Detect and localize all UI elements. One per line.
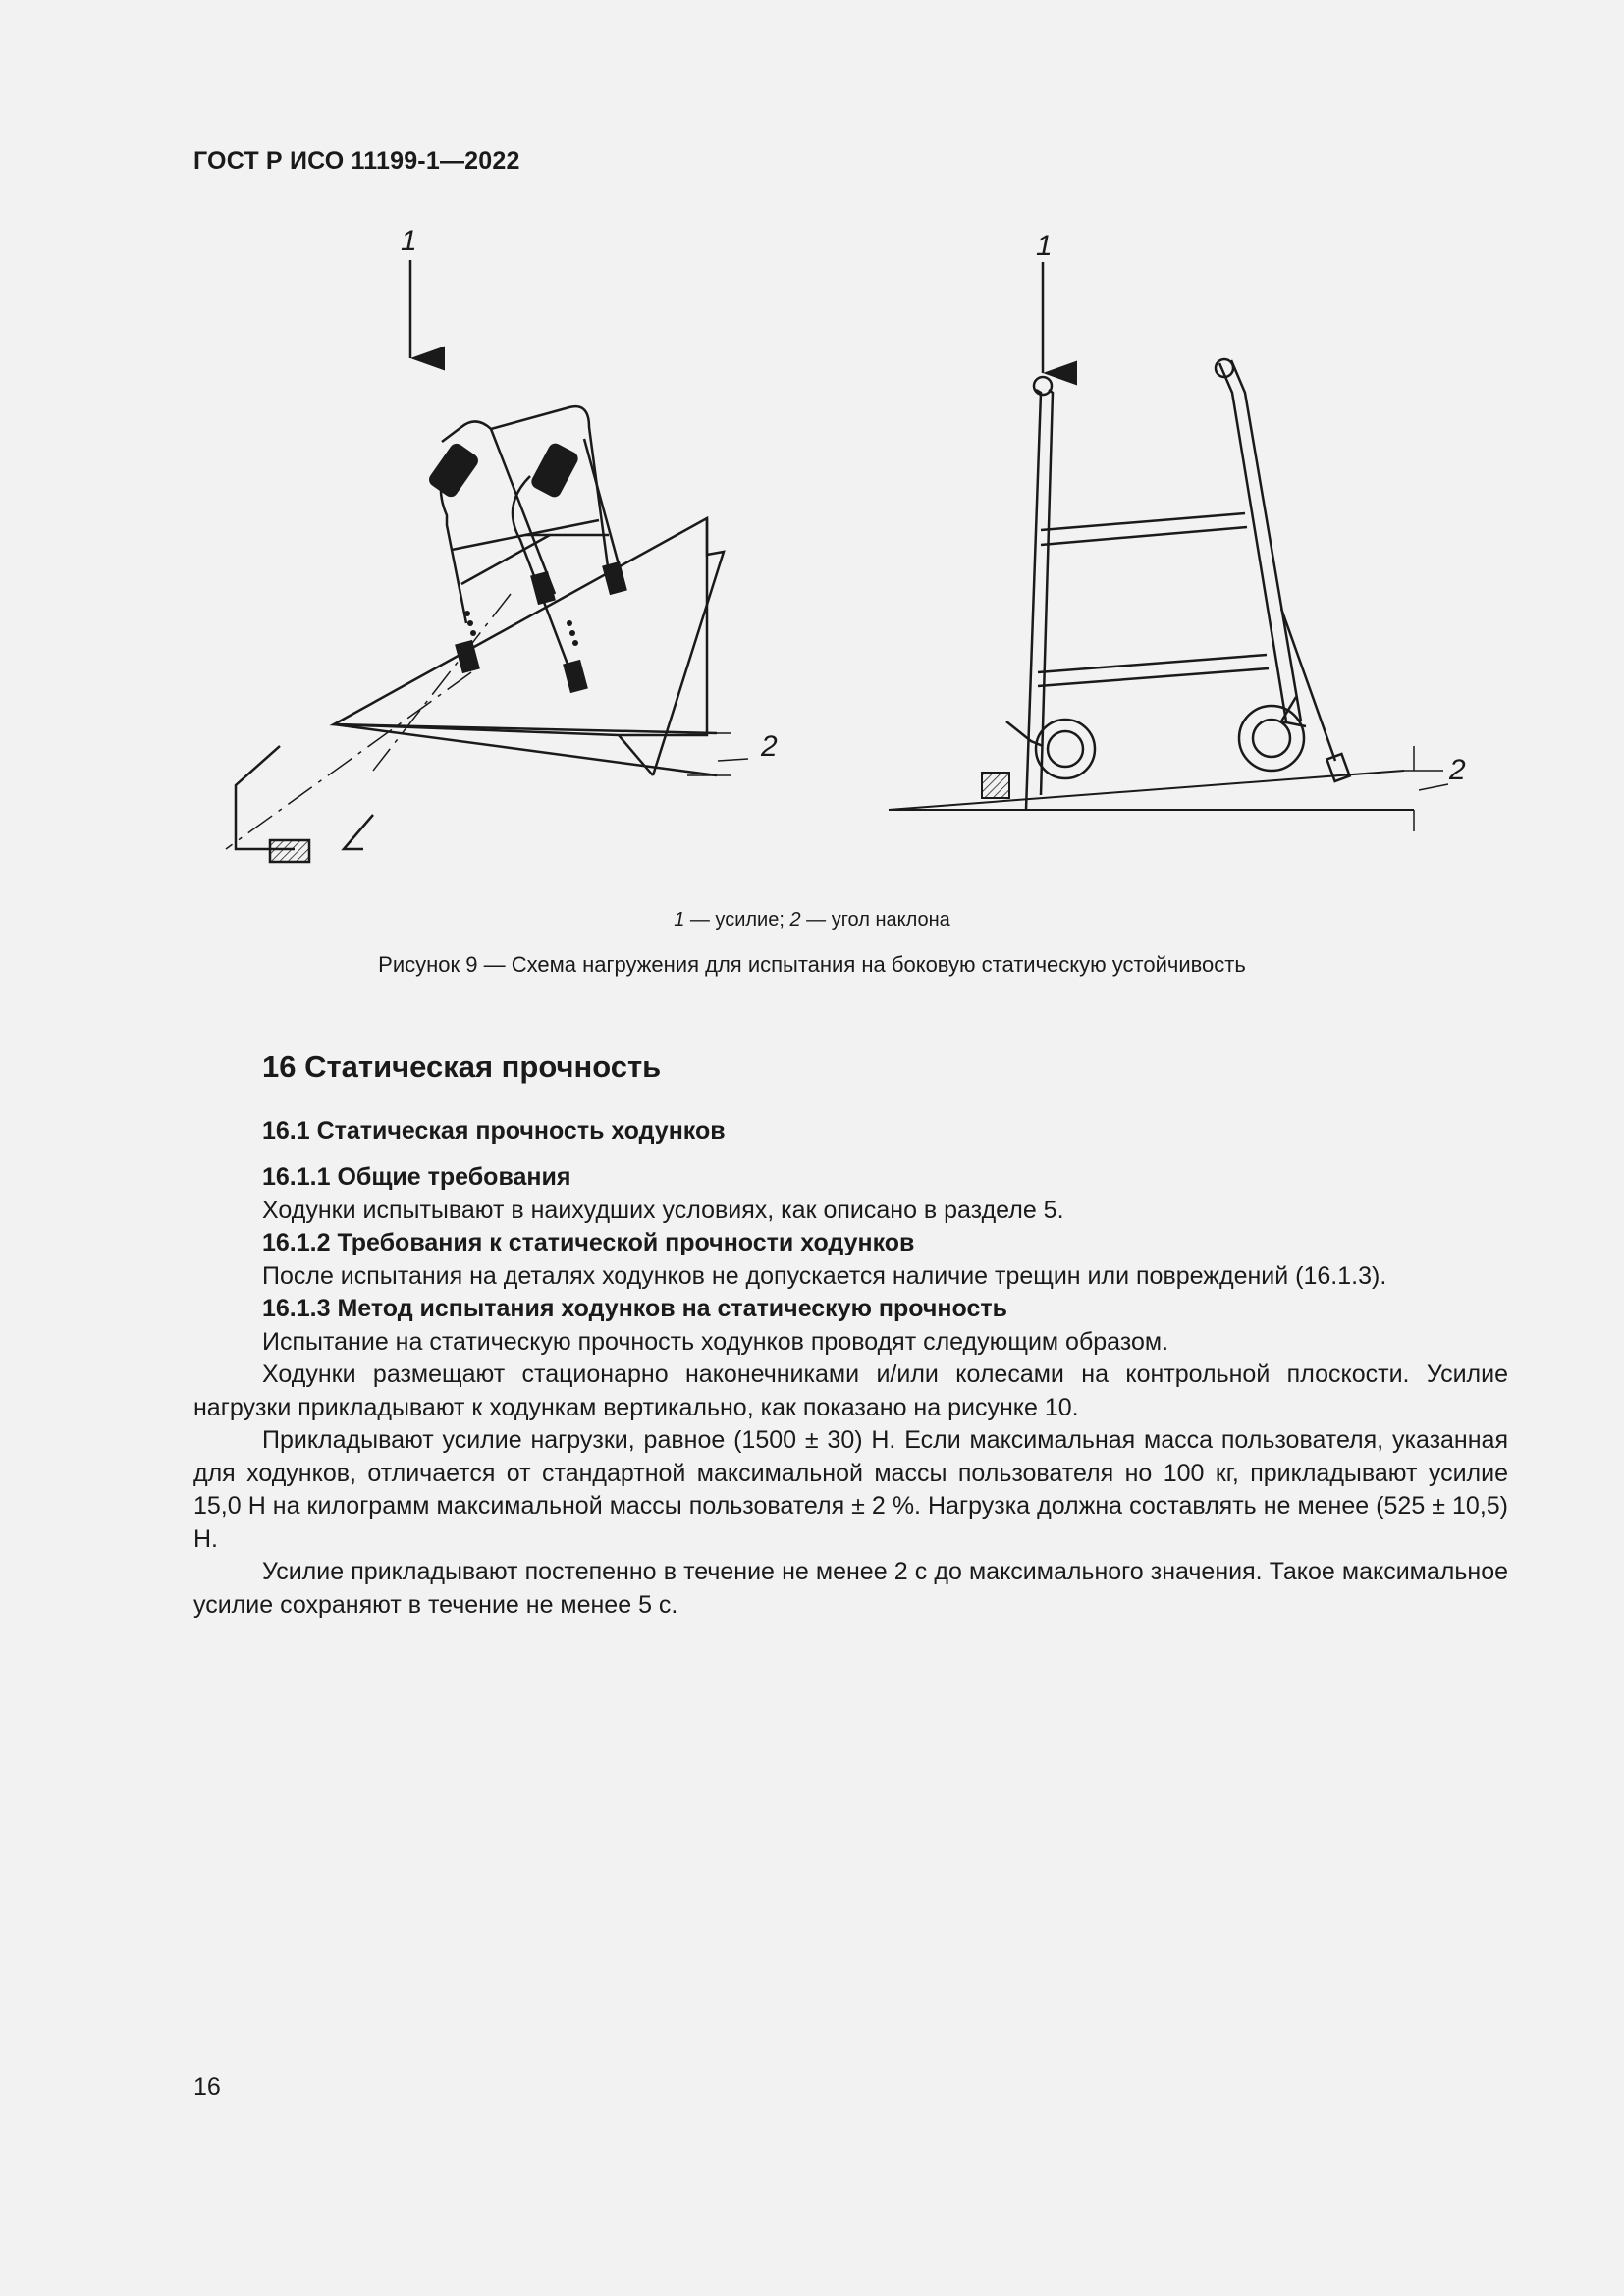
legend-text-2: — угол наклона	[800, 909, 950, 931]
paragraph-16-1-3-b: Ходунки размещают стационарно наконечниками и/или колесами на контрольной плоскости. Усилие нагрузки прикладывают к ходункам вертикально, как показано на рисунке 10.	[193, 1361, 1508, 1421]
subsection-title: 16.1 Статическая прочность ходунков	[262, 1116, 726, 1145]
paragraph-16-1-3-c: Прикладывают усилие нагрузки, равное (1500 ± 30) Н. Если максимальная масса пользователя, указанная для ходунков, отличается от стандартной максимальной массы пользователя но 100 кг, прикладывают усилие 15,0 Н на килограмм максимальной массы пользователя ± 2 %. Нагрузка должна составлять не менее (525 ± 10,5) Н.	[193, 1426, 1508, 1553]
section-title: 16 Статическая прочность	[262, 1049, 662, 1084]
force-label-left: 1	[401, 225, 417, 257]
figure-legend	[0, 909, 1624, 932]
paragraph-16-1-2: После испытания на деталях ходунков не допускается наличие трещин или повреждений (16.1.3).	[262, 1261, 1387, 1290]
legend-number-1: 1	[674, 909, 685, 931]
paragraph-16-1-1: Ходунки испытывают в наихудших условиях, как описано в разделе 5.	[262, 1196, 1064, 1224]
paragraph-16-1-3-d: Усилие прикладывают постепенно в течение не менее 2 с до максимального значения. Такое максимальное усилие сохраняют в течение не менее 5 с.	[193, 1558, 1508, 1619]
force-label-right: 1	[1036, 230, 1053, 262]
document-code-header: ГОСТ Р ИСО 11199-1—2022	[193, 147, 520, 175]
heading-16-1-1: 16.1.1 Общие требования	[262, 1163, 571, 1191]
section-16-content	[193, 1050, 1508, 1622]
page-number: 16	[193, 2073, 221, 2101]
figure-9-loading-diagram	[196, 211, 1532, 898]
right-walker-drawing	[889, 262, 1443, 831]
heading-16-1-3: 16.1.3 Метод испытания ходунков на статическую прочность	[262, 1295, 1007, 1322]
left-walker-drawing	[226, 260, 731, 862]
legend-number-2: 2	[789, 909, 801, 931]
legend-text-1: — усилие;	[684, 909, 790, 931]
angle-label-left: 2	[761, 730, 778, 763]
paragraph-16-1-3-a: Испытание на статическую прочность ходунков проводят следующим образом.	[262, 1327, 1169, 1356]
angle-label-right: 2	[1449, 754, 1466, 786]
figure-caption: Рисунок 9 — Схема нагружения для испытания на боковую статическую устойчивость	[378, 952, 1246, 977]
heading-16-1-2: 16.1.2 Требования к статической прочности ходунков	[262, 1229, 915, 1256]
